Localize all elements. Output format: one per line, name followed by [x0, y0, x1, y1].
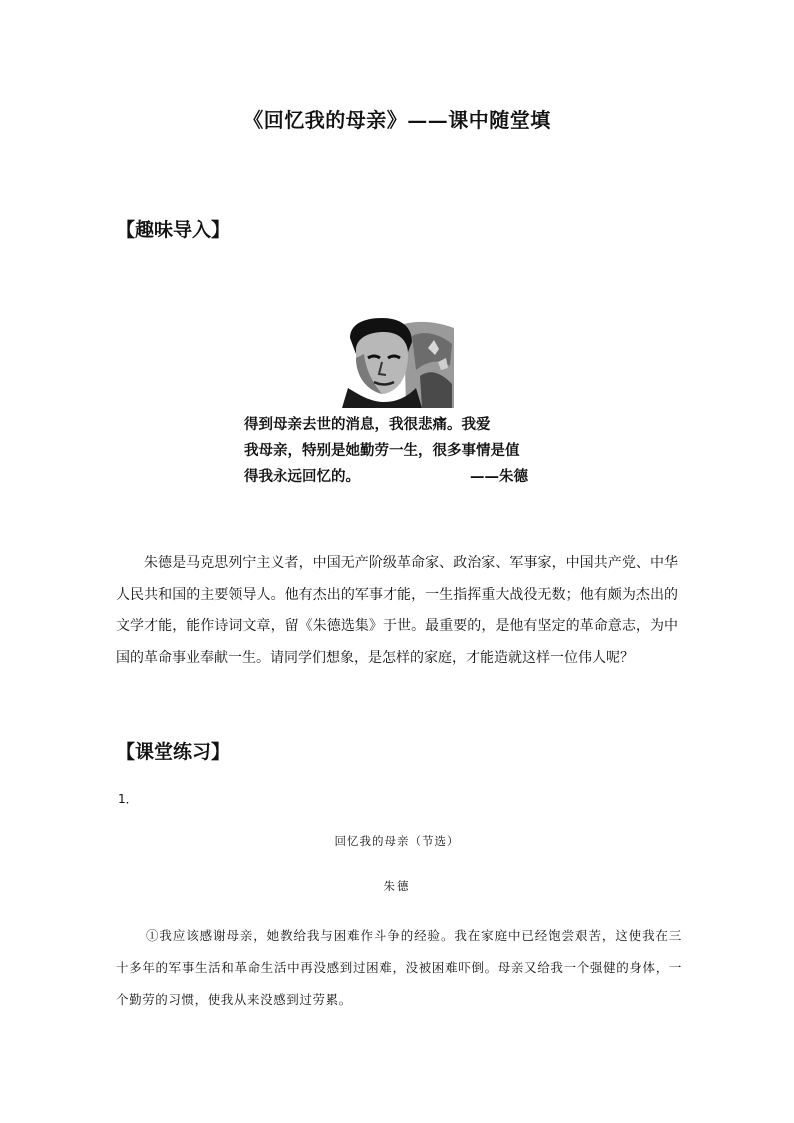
excerpt-author: 朱德: [383, 879, 411, 893]
quote-line-3-wrap: [244, 464, 564, 490]
intro-paragraph: 朱德是马克思列宁主义者，中国无产阶级革命家、政治家、军事家，中国共产党、中华人民共和国的主要领导人。他有杰出的军事才能，一生指挥重大战役无数；他有颇为杰出的文学才能，能作诗词文章，留《朱德选集》于世。最重要的，是他有坚定的革命意志，为中国的革命事业奉献一生。请同学们想象，是怎样的家庭，才能造就这样一位伟人呢？: [116, 555, 678, 666]
section-heading-intro: 【趣味导入】: [116, 219, 231, 241]
page-title: 《回忆我的母亲》——课中随堂填: [243, 108, 551, 132]
quote-line-1: 得到母亲去世的消息，我很悲痛。我爱: [244, 417, 491, 433]
question-number: 1．: [118, 792, 138, 806]
quote-line-2: 我母亲，特别是她勤劳一生，很多事情是值: [244, 443, 520, 459]
portrait-image: [342, 318, 454, 408]
quote-signature: ——朱德: [470, 469, 528, 485]
excerpt-paragraph: ①我应该感谢母亲，她教给我与困难作斗争的经验。我在家庭中已经饱尝艰苦，这使我在三十多年的军事生活和革命生活中再没感到过困难，没被困难吓倒。母亲又给我一个强健的身体，一个勤劳的习惯，使我从来没感到过劳累。: [116, 928, 682, 1007]
quote-block: [244, 412, 564, 490]
excerpt-title: 回忆我的母亲（节选）: [334, 834, 460, 848]
quote-line-3: 得我永远回忆的。: [244, 469, 360, 485]
section-heading-practice: 【课堂练习】: [116, 741, 231, 763]
